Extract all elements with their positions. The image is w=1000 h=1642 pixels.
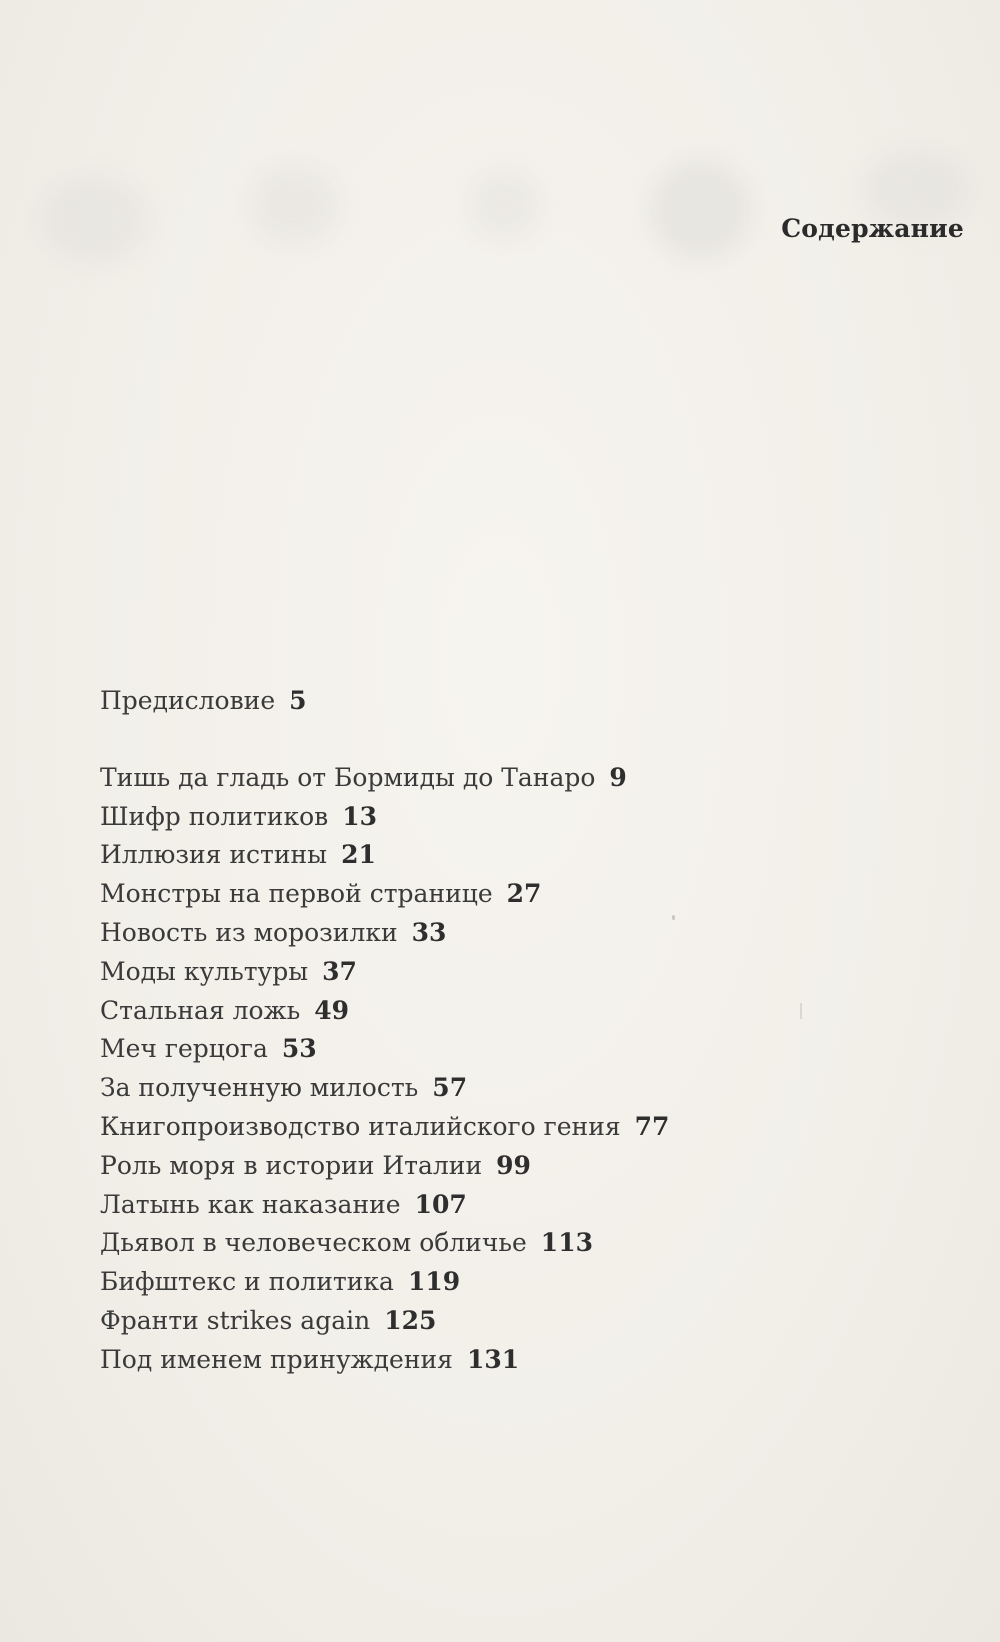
toc-entry-title: За полученную милость [100,1073,419,1103]
toc-entry [100,1224,669,1263]
toc-entry-page: 5 [289,686,307,715]
toc-entry-title: Дьявол в человеческом обличье [100,1228,527,1258]
toc-entry-page: 57 [432,1073,468,1103]
toc-entry-title: Книгопроизводство италийского гения [100,1111,621,1141]
toc-entry-page: 53 [281,1034,317,1064]
paper-speck [672,915,675,920]
toc-entry [100,1186,669,1225]
toc-entry-page: 21 [341,840,376,870]
toc-entry-title: Новость из морозилки [100,917,398,947]
toc-entry-title: Иллюзия истины [100,840,328,870]
toc-entry [100,1302,669,1341]
toc-entry-title: Стальная ложь [100,995,301,1025]
toc-entry [100,1069,669,1108]
toc-entry-title: Франти strikes again [100,1305,371,1335]
bleed-through-mark [650,160,750,260]
toc-entry [100,1030,669,1069]
toc-entry-title: Роль моря в истории Италии [100,1150,483,1180]
toc-entry-page: 27 [506,879,542,909]
toc-entry [100,798,669,837]
toc-entry-page: 125 [384,1305,437,1335]
toc-entry-page: 107 [414,1189,467,1219]
toc-entry [100,875,669,914]
toc-entry [100,992,669,1031]
paper-speck [800,1003,802,1019]
toc-entry-title: Предисловие [100,686,276,715]
table-of-contents [100,682,669,1380]
bleed-through-mark [250,165,340,245]
toc-entry-title: Меч герцога [100,1034,268,1064]
toc-entry-page: 37 [322,956,357,986]
toc-entry [100,1108,669,1147]
toc-entry-title: Монстры на первой странице [100,879,493,909]
bleed-through-mark [470,170,540,240]
toc-entry-title: Моды культуры [100,956,309,986]
toc-entry-page: 33 [411,917,447,947]
toc-entry-title: Тишь да гладь от Бормиды до Танаро [100,762,596,792]
bleed-through-mark [40,175,150,265]
toc-entry [100,914,669,953]
toc-entry [100,682,669,721]
toc-entry-title: Бифштекс и политика [100,1267,394,1297]
toc-entry-title: Под именем принуждения [100,1344,453,1374]
toc-entry [100,759,669,798]
toc-entry-page: 131 [466,1344,520,1374]
toc-entry [100,836,669,875]
toc-entry-page: 9 [609,762,627,792]
toc-entry-page: 119 [407,1267,461,1297]
page-title: Содержание [781,214,964,243]
toc-entry-page: 99 [496,1150,531,1180]
toc-entry [100,953,669,992]
toc-entry-page: 49 [314,995,349,1025]
toc-entry [100,1263,669,1302]
toc-entry [100,1341,669,1380]
toc-entry-title: Шифр политиков [100,801,329,831]
toc-entry [100,1147,669,1186]
toc-entry-page: 77 [634,1111,670,1141]
toc-entry-page: 113 [540,1228,593,1258]
toc-entry-title: Латынь как наказание [100,1189,401,1219]
toc-entry-page: 13 [342,801,378,831]
